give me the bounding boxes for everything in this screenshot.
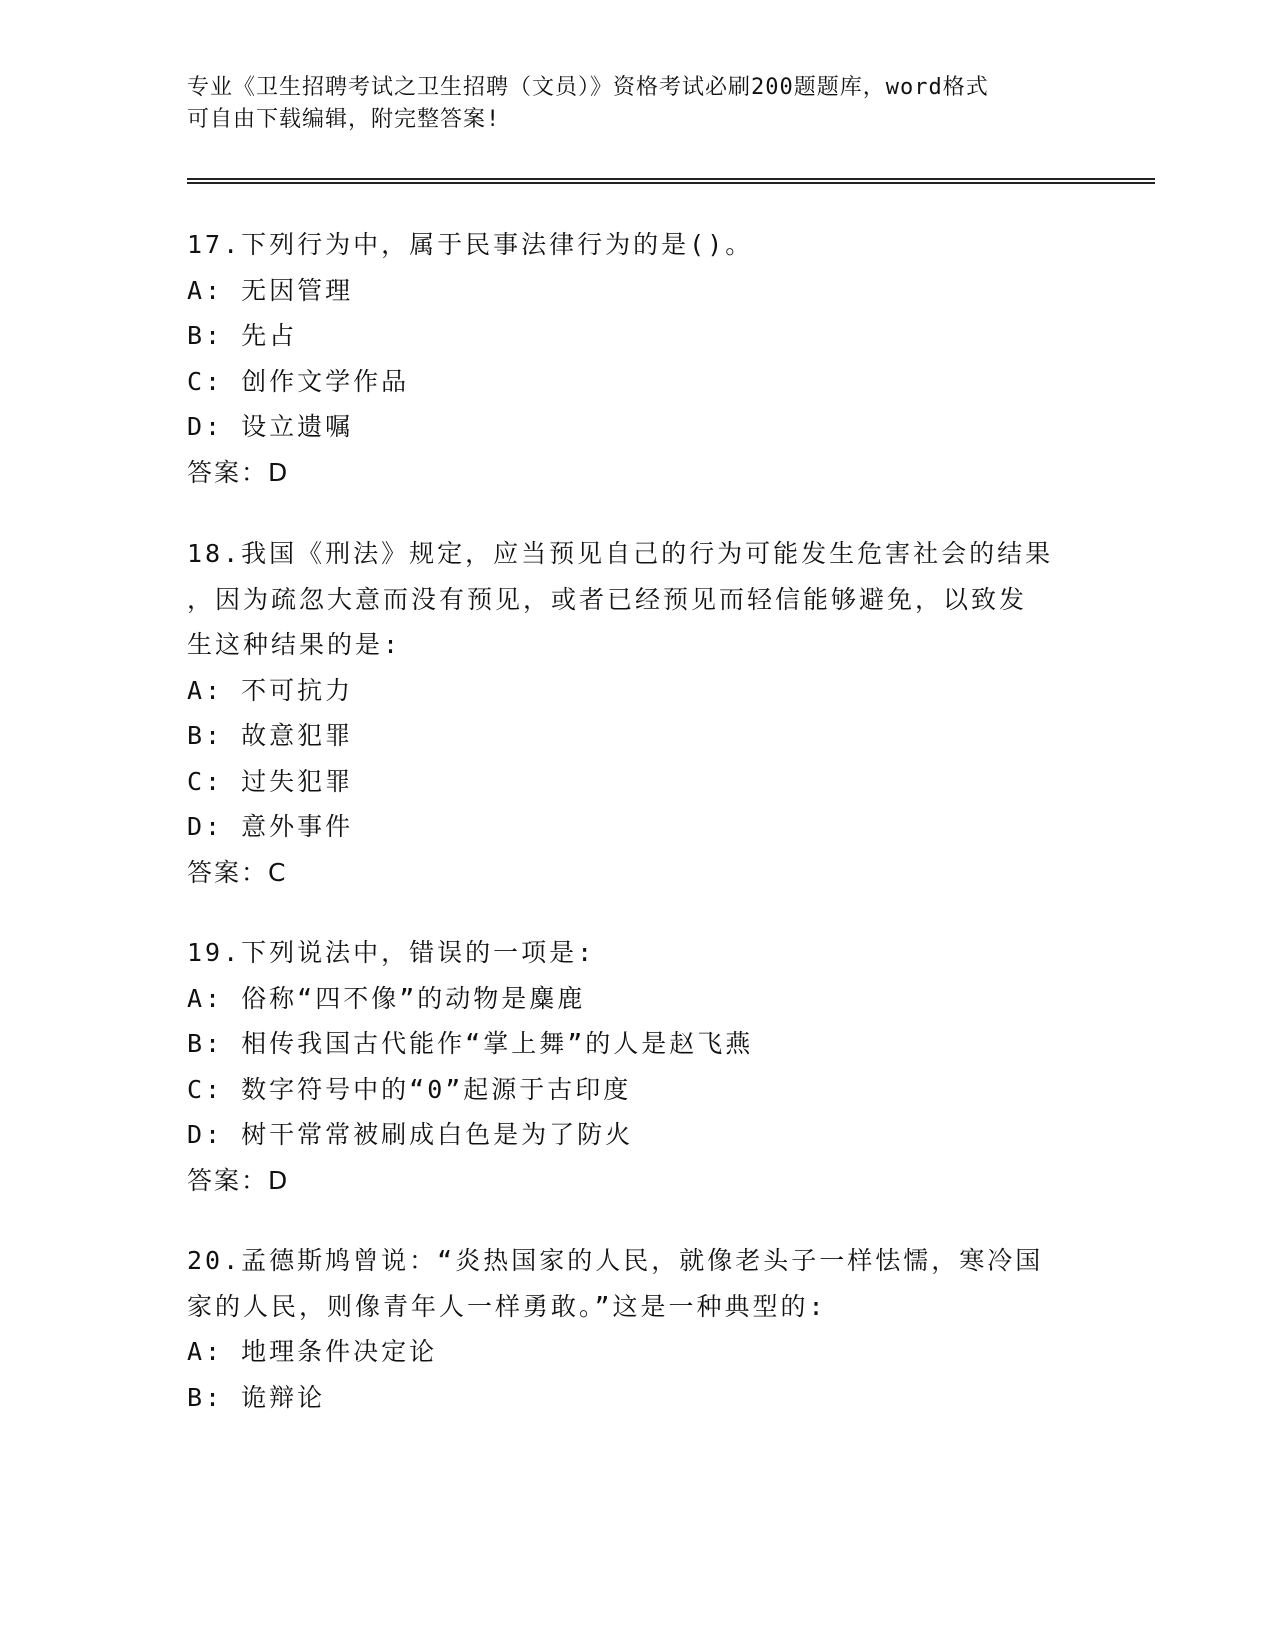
option-c: C: 数字符号中的“0”起源于古印度 (187, 1074, 632, 1104)
option-d: D: 树干常常被刷成白色是为了防火 (187, 1120, 634, 1149)
option-d: D: 设立遗嘱 (187, 412, 354, 441)
option-a: A: 俗称“四不像”的动物是麋鹿 (187, 983, 586, 1013)
answer-line: 答案：C (187, 857, 288, 887)
answer-line: 答案：D (187, 1165, 290, 1195)
option-b: B: 故意犯罪 (187, 721, 354, 750)
answer-line: 答案：D (187, 457, 290, 487)
header-divider (187, 178, 1155, 184)
option-b: B: 相传我国古代能作“掌上舞”的人是赵飞燕 (187, 1029, 754, 1058)
option-d: D: 意外事件 (187, 812, 354, 841)
question-17 (187, 222, 1087, 495)
option-a: A: 不可抗力 (187, 675, 354, 705)
option-c: C: 创作文学作品 (187, 366, 410, 396)
question-stem: 18.我国《刑法》规定，应当预见自己的行为可能发生危害社会的结果 (187, 539, 1054, 568)
question-18 (187, 531, 1087, 895)
document-header (187, 72, 1067, 136)
question-19 (187, 930, 1087, 1203)
question-stem: 20.孟德斯鸠曾说：“炎热国家的人民，就像老头子一样怯懦，寒冷国 (187, 1246, 1044, 1275)
option-a: A: 无因管理 (187, 275, 354, 305)
question-stem: 17.下列行为中，属于民事法律行为的是()。 (187, 230, 754, 259)
question-20 (187, 1238, 1087, 1420)
question-stem: 家的人民，则像青年人一样勇敢。”这是一种典型的: (187, 1291, 827, 1321)
header-line-2: 可自由下载编辑，附完整答案! (187, 107, 501, 132)
question-stem: 生这种结果的是: (187, 630, 402, 659)
question-stem: 19.下列说法中，错误的一项是: (187, 938, 596, 967)
option-b: B: 诡辩论 (187, 1382, 326, 1412)
option-a: A: 地理条件决定论 (187, 1337, 438, 1366)
option-b: B: 先占 (187, 321, 298, 350)
option-c: C: 过失犯罪 (187, 766, 354, 796)
header-line-1: 专业《卫生招聘考试之卫生招聘（文员）》资格考试必刷200题题库，word格式 (187, 75, 989, 100)
question-stem: ，因为疏忽大意而没有预见，或者已经预见而轻信能够避免，以致发 (187, 584, 1028, 614)
